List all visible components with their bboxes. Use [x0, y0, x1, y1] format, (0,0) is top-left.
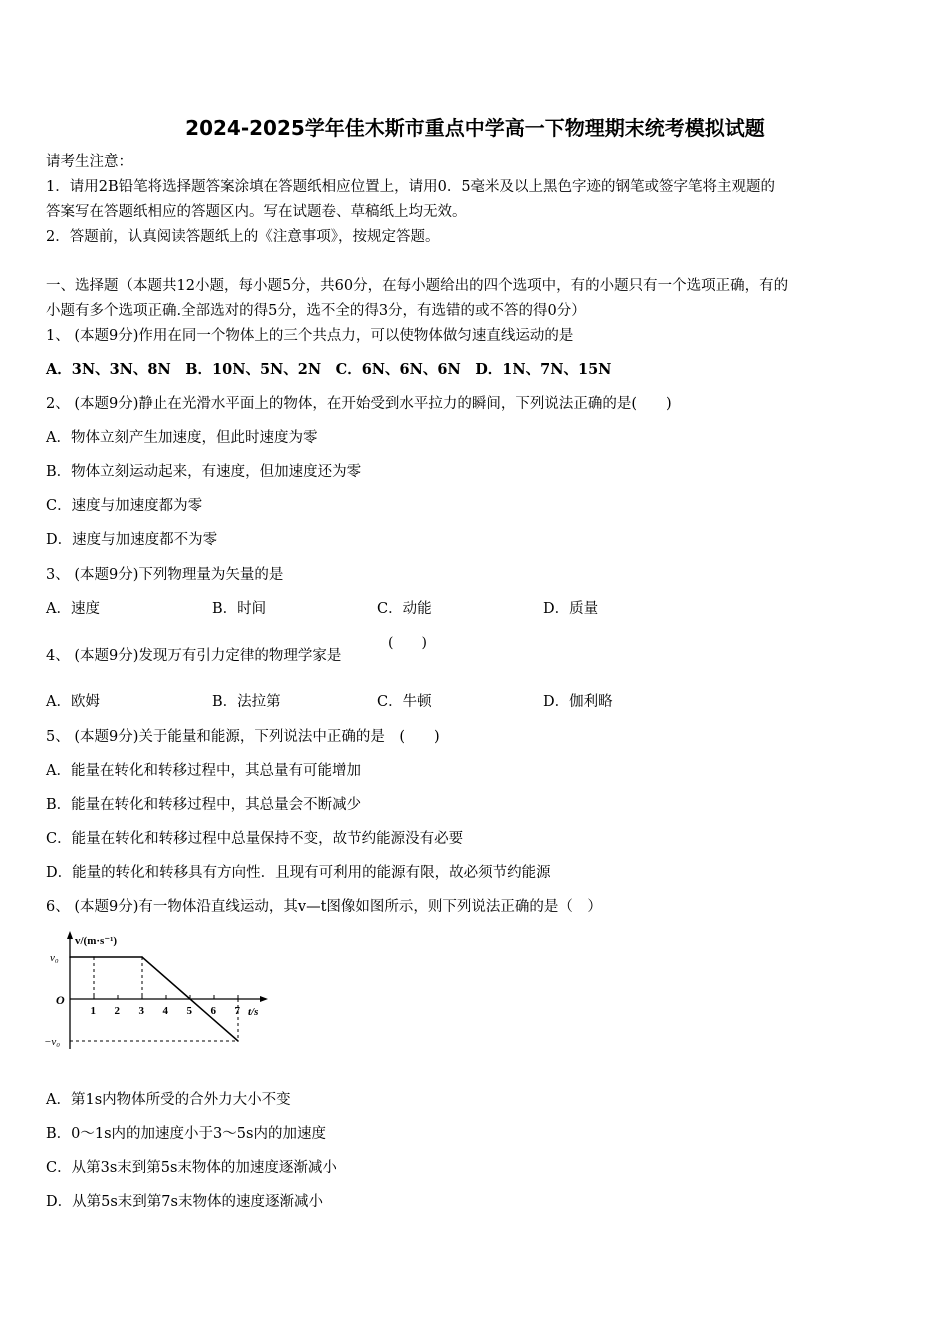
- q4-option-a: A．欧姆: [46, 694, 100, 710]
- q6-option-d: D．从第5s末到第7s末物体的速度逐渐减小: [46, 1194, 323, 1210]
- q6-option-a: A．第1s内物体所受的合外力大小不变: [46, 1092, 291, 1108]
- notice-item1-line1: 1．请用2B铅笔将选择题答案涂填在答题纸相应位置上，请用0．5毫米及以上黑色字迹的钢笔或签字笔将主观题的: [46, 179, 776, 195]
- q6-option-b: B．0～1s内的加速度小于3～5s内的加速度: [46, 1126, 326, 1142]
- q2-stem: 2、 (本题9分)静止在光滑水平面上的物体，在开始受到水平拉力的瞬间，下列说法正确的是( ): [46, 396, 672, 412]
- x-axis-label: t/s: [248, 1006, 259, 1018]
- vt-point-1: [93, 956, 95, 958]
- vt-point-0: [69, 956, 71, 958]
- notice-item1-line2: 答案写在答题纸相应的答题区内。写在试题卷、草稿纸上均无效。: [46, 204, 467, 220]
- origin-label: O: [56, 993, 65, 1007]
- x-tick-label-3: 3: [138, 1005, 144, 1017]
- q5-option-a: A．能量在转化和转移过程中，其总量有可能增加: [46, 763, 361, 779]
- q3-option-d: D．质量: [543, 601, 599, 617]
- page-title: 2024-2025学年佳木斯市重点中学高一下物理期末统考模拟试题: [185, 116, 765, 140]
- q4-option-d: D．伽利略: [543, 694, 613, 710]
- x-tick-label-6: 6: [210, 1005, 216, 1017]
- q4-stem: 4、 (本题9分)发现万有引力定律的物理学家是: [46, 648, 342, 664]
- y-axis-arrow: [67, 931, 73, 939]
- q3-option-a: A．速度: [46, 601, 100, 617]
- q3-option-b: B．时间: [212, 601, 267, 617]
- y-axis-label: v/(m·s⁻¹): [75, 935, 118, 947]
- q5-option-d: D．能量的转化和转移具有方向性．且现有可利用的能源有限，故必须节约能源: [46, 865, 551, 881]
- x-axis-arrow: [260, 996, 268, 1002]
- q6-option-c: C．从第3s末到第5s末物体的加速度逐渐减小: [46, 1160, 337, 1176]
- vt-point-3: [189, 998, 191, 1000]
- vt-point-2: [141, 956, 143, 958]
- q2-option-a: A．物体立刻产生加速度，但此时速度为零: [46, 430, 318, 446]
- q5-stem: 5、 (本题9分)关于能量和能源，下列说法中正确的是 ( ): [46, 729, 440, 745]
- q5-option-b: B．能量在转化和转移过程中，其总量会不断减少: [46, 797, 362, 813]
- q6-stem: 6、 (本题9分)有一物体沿直线运动，其v—t图像如图所示，则下列说法正确的是（ ）: [46, 899, 602, 915]
- q3-option-c: C．动能: [377, 601, 432, 617]
- q4-answer-paren: ( ): [388, 635, 427, 651]
- x-tick-label-4: 4: [162, 1005, 168, 1017]
- section-header-line2: 小题有多个选项正确.全部选对的得5分，选不全的得3分，有选错的或不答的得0分）: [46, 303, 586, 319]
- q1-options: A．3N、3N、8N B．10N、5N、2N C．6N、6N、6N D．1N、7N、15N: [46, 361, 612, 378]
- section-header-line1: 一、选择题（本题共12小题，每小题5分，共60分，在每小题给出的四个选项中，有的小题只有一个选项正确，有的: [46, 278, 789, 294]
- x-tick-label-2: 2: [114, 1005, 120, 1017]
- x-tick-label-7: 7: [234, 1005, 240, 1017]
- y-tick-label-v0: v₀: [50, 952, 59, 964]
- y-tick-label-neg-v0: −v₀: [44, 1036, 61, 1048]
- q4-option-b: B．法拉第: [212, 694, 281, 710]
- q3-stem: 3、 (本题9分)下列物理量为矢量的是: [46, 567, 284, 583]
- q2-option-d: D．速度与加速度都不为零: [46, 532, 218, 548]
- q5-option-c: C．能量在转化和转移过程中总量保持不变，故节约能源没有必要: [46, 831, 464, 847]
- notice-heading: 请考生注意：: [46, 154, 133, 170]
- q2-option-c: C．速度与加速度都为零: [46, 498, 203, 514]
- vt-graph: [44, 926, 284, 1056]
- x-tick-label-5: 5: [186, 1005, 192, 1017]
- notice-item2: 2．答题前，认真阅读答题纸上的《注意事项》，按规定答题。: [46, 229, 440, 245]
- q4-option-c: C．牛顿: [377, 694, 432, 710]
- x-tick-label-1: 1: [90, 1005, 96, 1017]
- vt-point-4: [237, 1040, 239, 1042]
- q2-option-b: B．物体立刻运动起来，有速度，但加速度还为零: [46, 464, 362, 480]
- q1-stem: 1、 (本题9分)作用在同一个物体上的三个共点力，可以使物体做匀速直线运动的是: [46, 328, 574, 344]
